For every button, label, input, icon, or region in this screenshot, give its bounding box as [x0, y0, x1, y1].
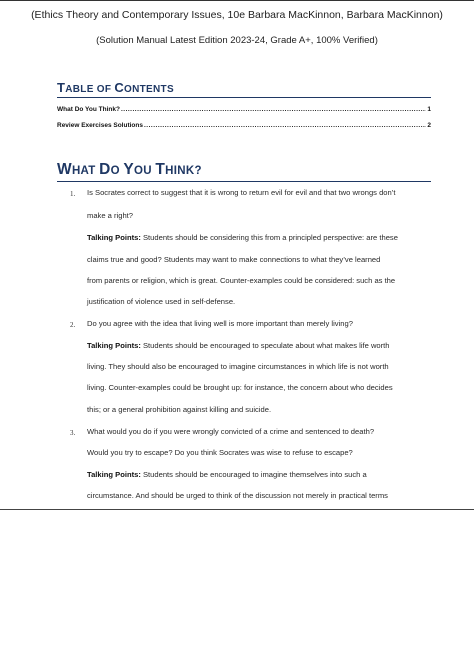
question-text-line: What would you do if you were wrongly convicted of a crime and sentenced to death? [87, 427, 375, 436]
talking-points-line: circumstance. And should be urged to think of the discussion not merely in practical terms [87, 491, 388, 500]
header-top-rule [0, 0, 474, 1]
toc-entry-page: 1 [427, 106, 431, 113]
talking-points-line: justification of violence used in self-defense. [87, 297, 236, 306]
section-heading: WHAT DO YOU THINK? [57, 161, 202, 178]
question-text-line: Do you agree with the idea that living well is more important than merely living? [87, 319, 353, 328]
talking-points-label: Talking Points: [87, 233, 141, 242]
toc-rule [57, 97, 431, 98]
document-title: (Ethics Theory and Contemporary Issues, 10e Barbara MacKinnon, Barbara MacKinnon) [31, 9, 443, 21]
toc-entry-label: Review Exercises Solutions [57, 122, 143, 129]
section-rule [57, 181, 431, 182]
toc-entry-page: 2 [427, 122, 431, 129]
toc-leader-dots [144, 122, 426, 129]
talking-points-line: this; or a general prohibition against killing and suicide. [87, 405, 272, 414]
talking-points-line: Talking Points: Students should be encouraged to speculate about what makes life worth [87, 341, 390, 350]
talking-points-label: Talking Points: [87, 341, 141, 350]
question-number: 2. [70, 321, 76, 329]
talking-points-label: Talking Points: [87, 470, 141, 479]
page-bottom-rule [0, 509, 474, 510]
question-number: 3. [70, 429, 76, 437]
question-number: 1. [70, 190, 76, 198]
toc-entry-label: What Do You Think? [57, 106, 120, 113]
talking-points-line: living. They should also be encouraged to imagine circumstances in which life is not worth [87, 362, 389, 371]
talking-points-line: Talking Points: Students should be encouraged to imagine themselves into such a [87, 470, 367, 479]
talking-points-line: Talking Points: Students should be considering this from a principled perspective: are these [87, 233, 398, 242]
toc-entry-what-do-you-think[interactable] [57, 106, 431, 113]
toc-heading: TABLE OF CONTENTS [57, 80, 174, 95]
talking-points-line: from parents or religion, which is great. Counter-examples could be considered: such as the [87, 276, 396, 285]
toc-entry-review-exercises[interactable] [57, 122, 431, 129]
toc-leader-dots [121, 106, 426, 113]
question-text-line: Is Socrates correct to suggest that it is wrong to return evil for evil and that two wrongs don’t [87, 188, 396, 197]
question-text-line: Would you try to escape? Do you think Socrates was wise to refuse to escape? [87, 448, 353, 457]
talking-points-line: living. Counter-examples could be brought up: for instance, the concern about who decides [87, 383, 393, 392]
document-subtitle: (Solution Manual Latest Edition 2023-24, Grade A+, 100% Verified) [96, 35, 378, 46]
question-text-line: make a right? [87, 211, 134, 220]
talking-points-line: claims true and good? Students may want to make connections to what they’ve learned [87, 255, 381, 264]
